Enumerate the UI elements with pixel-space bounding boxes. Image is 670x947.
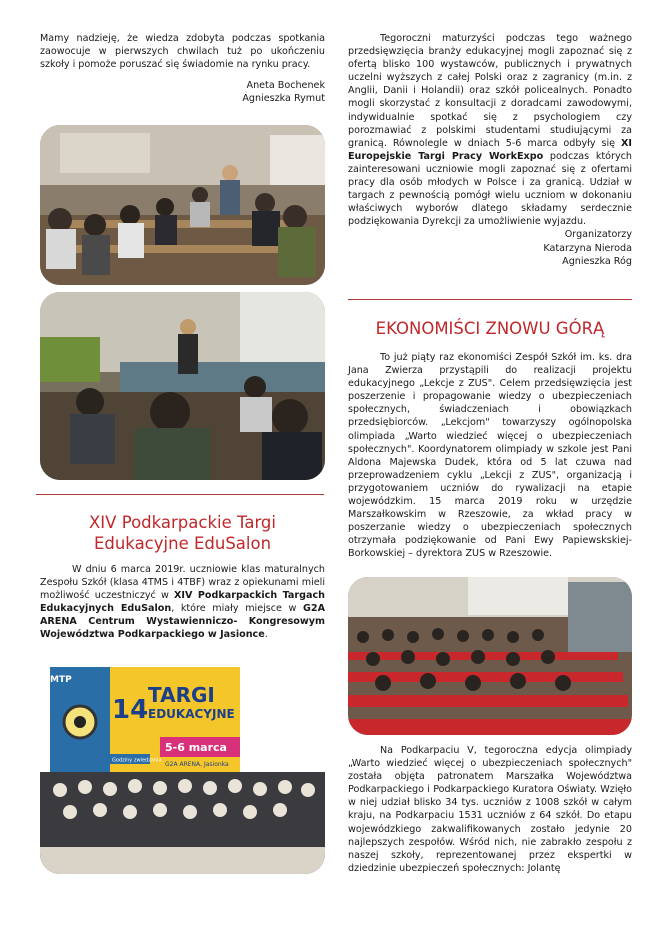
ekonomisci-article: [348, 351, 632, 561]
signature-name: Katarzyna Nieroda: [543, 242, 632, 254]
right-column-intro: [348, 32, 632, 268]
auditorium-photo: [348, 577, 632, 735]
edusalon-heading: XIV Podkarpackie Targi Edukacyjne EduSalon: [89, 513, 276, 553]
section-divider: [348, 299, 632, 300]
edusalon-paragraph: W dniu 6 marca 2019r. uczniowie klas maturalnych Zespołu Szkół (klasa 4TMS i 4TBF) wraz z opiekunami mieli możliwość uczestniczyć w XIV Podkarpackich Targach Edukacyjnych EduSalon, które miały miejsce w G2A ARENA Centrum Wystawienniczo- Kongresowym Województwa Podkarpackiego w Jasionce.: [40, 564, 325, 641]
ekonomisci-heading: EKONOMIŚCI ZNOWU GÓRĄ: [375, 319, 605, 338]
edusalon-article: [40, 563, 325, 642]
banner-venue: G2A ARENA, Jasionka: [165, 761, 229, 768]
signature-name: Aneta Bochenek: [246, 80, 325, 92]
classroom-photo: [40, 125, 325, 285]
fair-logo: MTP: [50, 675, 72, 685]
banner-date: 5-6 marca: [165, 741, 227, 754]
signature-name: Agnieszka Róg: [562, 255, 632, 267]
ekonomisci-paragraph: To już piąty raz ekonomiści Zespół Szkół im. ks. dra Jana Zwierza przystąpili do realizacji projektu edukacyjnego „Lekcje z ZUS". Celem przedsięwzięcia jest poszerzenie i propagowanie wiedzy o ubezpieczeniach społecznych, świadczeniach i obowiązkach przedsiębiorców. „Lekcjom" towarzyszy ogólnopolska olimpiada „Warto wiedzieć więcej o ubezpieczeniach społecznych". Koordynatorem olimpiady w szkole jest Pani Aldona Majewska Dudek, która od 5 lat czuwa nad przeprowadzeniem cyklu „Lekcji z ZUS", organizacją i przygotowaniem uczniów do rywalizacji na etapie wojewódzkim. 15 marca 2019 roku w urzędzie Marszałkowskim w Rzeszowie, za wkład pracy w poszerzanie wiedzy o ubezpieczeniach społecznych otrzymała podziękowanie od Pani Ewy Papiewskskiej-Borkowskiej – dyrektora ZUS w Rzeszowie.: [348, 352, 632, 560]
olympiad-article: [348, 744, 632, 875]
presenter-photo: [40, 292, 325, 480]
banner-number: 14: [112, 695, 149, 725]
signature-name: Organizatorzy: [564, 229, 632, 241]
banner-hours: Godziny zwiedzania: [112, 757, 162, 764]
fair-group-photo: [40, 662, 325, 874]
left-column: [40, 32, 325, 105]
banner-word: EDUKACYJNE: [148, 707, 235, 721]
section-divider: [36, 494, 324, 495]
intro-paragraph: Mamy nadzieję, że wiedza zdobyta podczas spotkania zaowocuje w pierwszych chwilach tuż po ukończeniu szkoły i pomoże poruszać się świadomie na rynku pracy.: [40, 33, 325, 71]
fair-paragraph: Tegoroczni maturzyści podczas tego ważnego przedsięwzięcia branży edukacyjnej mogli zapoznać się z ofertą blisko 100 wystawców, publicznych i prywatnych uczelni wyższych z całej Polski oraz z zagranicy (m.in. z Anglii, Danii i Holandii) oraz szkół policealnych. Ponadto mogli skorzystać z konsultacji z doradcami zawodowymi, indywidualnie spotkać się z psychologiem czy porozmawiać z polskimi studentami studiującymi za granicą. Równolegle w dniach 5-6 marca odbyły się XI Europejskie Targi Pracy WorkExpo podczas których zainteresowani uczniowie mogli zapoznać się z ofertami pracy dla osób młodych w Polsce i za granicą. Udział w targach z pewnością pomógł wielu uczniom w dokonaniu właściwych wyborów dlatego składamy serdecznie podziękowania Dyrekcji za umożliwienie wyjazdu.: [348, 33, 632, 228]
signature-name: Agnieszka Rymut: [242, 93, 325, 105]
banner-word: TARGI: [148, 683, 215, 707]
olympiad-paragraph: Na Podkarpaciu V, tegoroczna edycja olimpiady „Warto wiedzieć więcej o ubezpieczeniach społecznych" została objęta patronatem Marszałka Województwa Podkarpackiego i Podkarpackiego Kuratora Oświaty. Wzięło w niej udział blisko 34 tys. uczniów z 1008 szkół w całym kraju, na Podkarpaciu 1531 uczniów z 64 szkół. Do etapu wojewódzkiego zakwalifikowanych zostało jedynie 20 najlepszych zespołów. Wśród nich, nie zabrakło zespołu z naszej szkoły, reprezentowanej przez ekspertki w dziedzinie ubezpieczeń społecznych: Jolantę: [348, 745, 632, 874]
